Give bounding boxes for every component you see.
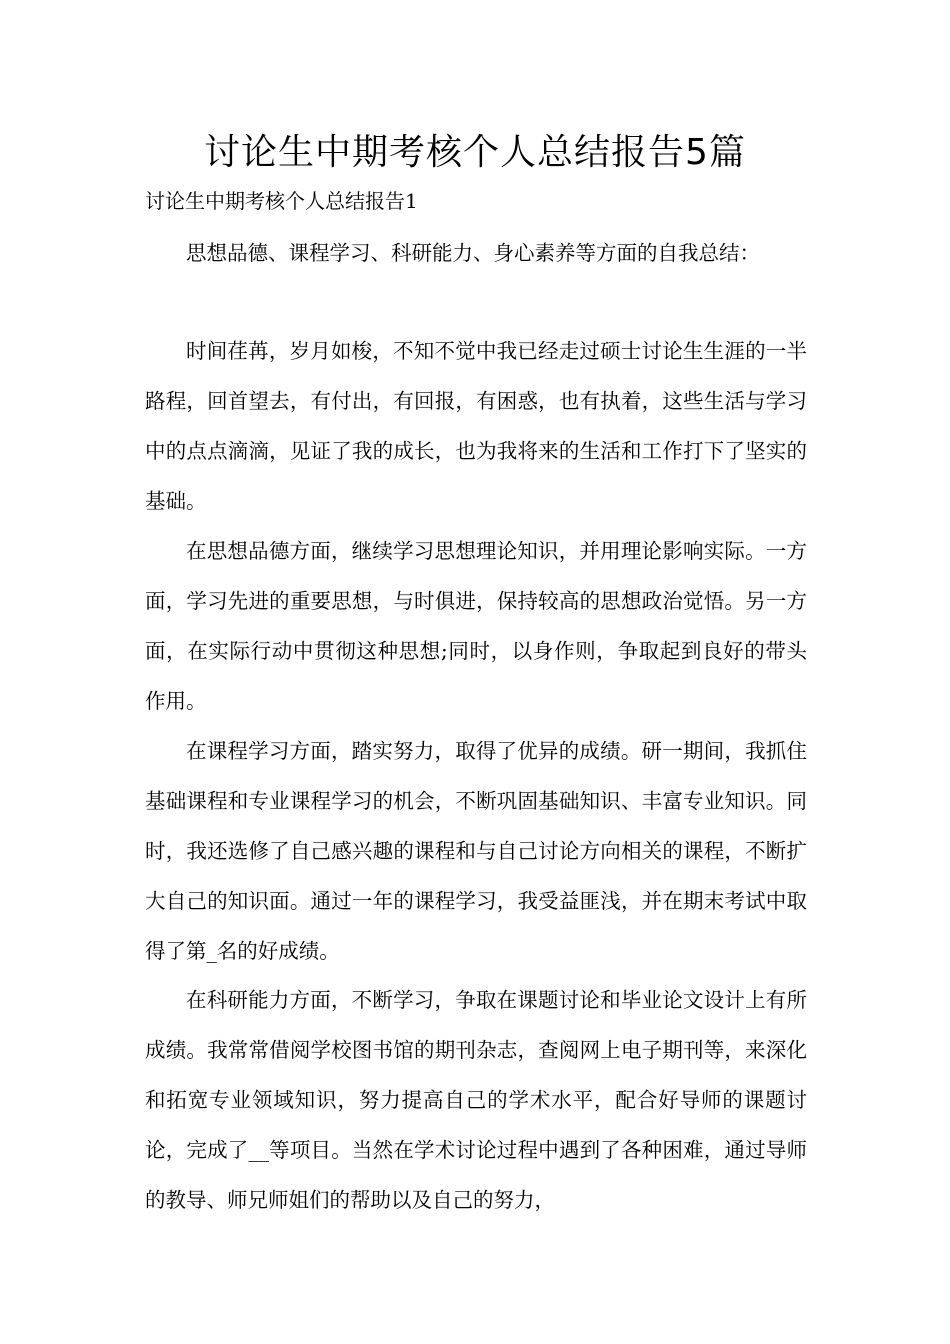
- paragraph-coursework: 在课程学习方面，踏实努力，取得了优异的成绩。研一期间，我抓住基础课程和专业课程学习的机会，不断巩固基础知识、丰富专业知识。同时，我还选修了自己感兴趣的课程和与自己讨论方向相关的课程，不断扩大自己的知识面。通过一年的课程学习，我受益匪浅，并在期末考试中取得了第_名的好成绩。: [145, 739, 807, 963]
- paragraph-time: 时间荏苒，岁月如梭，不知不觉中我已经走过硕士讨论生生涯的一半路程，回首望去，有付出，有回报，有困惑，也有执着，这些生活与学习中的点点滴滴，见证了我的成长，也为我将来的生活和工作打下了坚实的基础。: [145, 339, 807, 513]
- intro-paragraph: 思想品德、课程学习、科研能力、身心素养等方面的自我总结：: [186, 241, 760, 265]
- document-title: 讨论生中期考核个人总结报告5篇: [204, 132, 746, 173]
- paragraph-ideology: 在思想品德方面，继续学习思想理论知识，并用理论影响实际。一方面，学习先进的重要思想，与时俱进，保持较高的思想政治觉悟。另一方面，在实际行动中贯彻这种思想;同时，以身作则，争取起到良好的带头作用。: [145, 539, 807, 713]
- section-heading: 讨论生中期考核个人总结报告1: [145, 189, 418, 213]
- paragraph-research: 在科研能力方面，不断学习，争取在课题讨论和毕业论文设计上有所成绩。我常常借阅学校图书馆的期刊杂志，查阅网上电子期刊等，来深化和拓宽专业领域知识，努力提高自己的学术水平，配合好导师的课题讨论，完成了__等项目。当然在学术讨论过程中遇到了各种困难，通过导师的教导、师兄师姐们的帮助以及自己的努力，: [145, 988, 807, 1212]
